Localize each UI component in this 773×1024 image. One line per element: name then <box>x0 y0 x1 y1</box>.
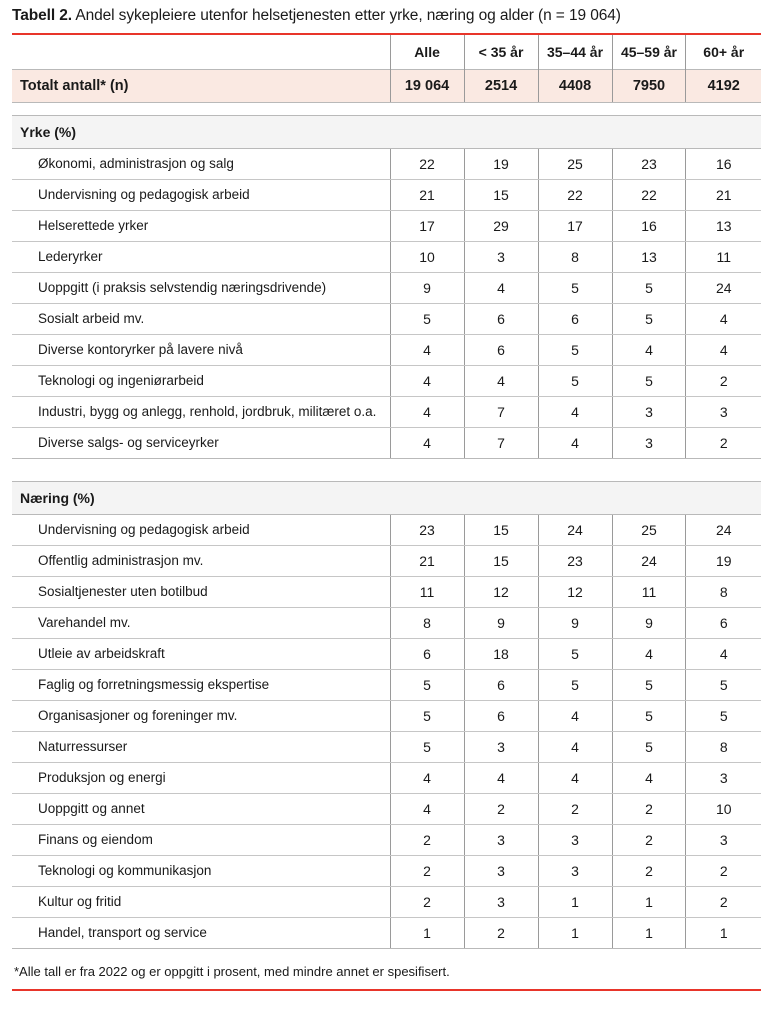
row-value: 1 <box>390 918 464 949</box>
row-value: 5 <box>390 670 464 701</box>
row-value: 4 <box>538 763 612 794</box>
row-value: 4 <box>612 639 686 670</box>
total-row-value: 4408 <box>538 70 612 103</box>
column-header-5: 60+ år <box>686 35 761 70</box>
row-value: 6 <box>464 701 538 732</box>
row-label: Organisasjoner og foreninger mv. <box>12 701 390 732</box>
caption-text: Andel sykepleiere utenfor helsetjenesten etter yrke, næring og alder (n = 19 064) <box>71 7 621 24</box>
section-header-row <box>12 482 761 515</box>
row-value: 15 <box>464 180 538 211</box>
table-row <box>12 304 761 335</box>
row-label: Utleie av arbeidskraft <box>12 639 390 670</box>
row-value: 21 <box>686 180 761 211</box>
row-value: 6 <box>390 639 464 670</box>
row-value: 3 <box>686 825 761 856</box>
row-value: 1 <box>538 918 612 949</box>
row-value: 6 <box>464 335 538 366</box>
row-value: 2 <box>686 856 761 887</box>
row-value: 5 <box>612 304 686 335</box>
row-value: 8 <box>538 242 612 273</box>
row-label: Produksjon og energi <box>12 763 390 794</box>
table-row <box>12 794 761 825</box>
caption-label: Tabell 2. <box>12 7 72 24</box>
row-value: 3 <box>538 856 612 887</box>
bottom-red-rule <box>12 989 761 991</box>
table-row <box>12 825 761 856</box>
row-value: 3 <box>464 887 538 918</box>
row-value: 12 <box>464 577 538 608</box>
row-label: Helserettede yrker <box>12 211 390 242</box>
total-row-value: 19 064 <box>390 70 464 103</box>
table-header-row <box>12 35 761 70</box>
row-value: 4 <box>390 366 464 397</box>
row-value: 21 <box>390 180 464 211</box>
row-value: 23 <box>612 149 686 180</box>
row-value: 2 <box>686 887 761 918</box>
row-value: 4 <box>538 397 612 428</box>
table-row <box>12 918 761 949</box>
row-value: 4 <box>612 763 686 794</box>
row-value: 5 <box>390 304 464 335</box>
row-value: 3 <box>464 825 538 856</box>
row-label: Naturressurser <box>12 732 390 763</box>
row-value: 5 <box>612 732 686 763</box>
row-label: Sosialt arbeid mv. <box>12 304 390 335</box>
row-value: 4 <box>612 335 686 366</box>
row-value: 19 <box>686 546 761 577</box>
table-row <box>12 856 761 887</box>
row-value: 9 <box>390 273 464 304</box>
row-value: 3 <box>686 763 761 794</box>
row-label: Uoppgitt og annet <box>12 794 390 825</box>
row-value: 13 <box>612 242 686 273</box>
row-value: 2 <box>612 794 686 825</box>
row-value: 9 <box>464 608 538 639</box>
row-value: 10 <box>390 242 464 273</box>
row-label: Teknologi og ingeniørarbeid <box>12 366 390 397</box>
row-value: 1 <box>612 918 686 949</box>
row-value: 5 <box>612 366 686 397</box>
total-row-label: Totalt antall* (n) <box>12 70 390 103</box>
row-value: 12 <box>538 577 612 608</box>
row-value: 18 <box>464 639 538 670</box>
row-label: Undervisning og pedagogisk arbeid <box>12 180 390 211</box>
row-label: Handel, transport og service <box>12 918 390 949</box>
row-label: Offentlig administrasjon mv. <box>12 546 390 577</box>
row-value: 15 <box>464 515 538 546</box>
row-value: 4 <box>464 763 538 794</box>
row-value: 9 <box>612 608 686 639</box>
row-label: Faglig og forretningsmessig ekspertise <box>12 670 390 701</box>
row-value: 3 <box>464 242 538 273</box>
row-label: Industri, bygg og anlegg, renhold, jordbruk, militæret o.a. <box>12 397 390 428</box>
row-value: 1 <box>538 887 612 918</box>
row-value: 2 <box>390 856 464 887</box>
row-value: 24 <box>686 515 761 546</box>
row-value: 23 <box>390 515 464 546</box>
table-row <box>12 149 761 180</box>
section-spacer <box>12 103 761 116</box>
table-row <box>12 670 761 701</box>
row-value: 2 <box>686 428 761 459</box>
row-value: 15 <box>464 546 538 577</box>
column-header-4: 45–59 år <box>612 35 686 70</box>
row-value: 17 <box>390 211 464 242</box>
row-value: 4 <box>538 701 612 732</box>
table-row <box>12 428 761 459</box>
row-value: 3 <box>464 856 538 887</box>
row-value: 5 <box>686 701 761 732</box>
row-value: 2 <box>612 856 686 887</box>
table-body <box>12 35 761 949</box>
row-value: 6 <box>538 304 612 335</box>
row-value: 24 <box>538 515 612 546</box>
total-row <box>12 70 761 103</box>
row-value: 5 <box>612 701 686 732</box>
row-value: 5 <box>612 670 686 701</box>
row-value: 17 <box>538 211 612 242</box>
row-value: 6 <box>464 670 538 701</box>
section-title: Yrke (%) <box>12 116 761 149</box>
row-value: 4 <box>390 428 464 459</box>
row-label: Sosialtjenester uten botilbud <box>12 577 390 608</box>
row-label: Varehandel mv. <box>12 608 390 639</box>
row-value: 4 <box>390 397 464 428</box>
column-header-2: < 35 år <box>464 35 538 70</box>
row-value: 6 <box>686 608 761 639</box>
row-value: 25 <box>538 149 612 180</box>
row-label: Lederyrker <box>12 242 390 273</box>
row-value: 4 <box>686 335 761 366</box>
table-row <box>12 763 761 794</box>
row-value: 29 <box>464 211 538 242</box>
total-row-value: 2514 <box>464 70 538 103</box>
row-value: 5 <box>686 670 761 701</box>
section-title: Næring (%) <box>12 482 761 515</box>
row-value: 2 <box>464 794 538 825</box>
table-row <box>12 397 761 428</box>
row-label: Diverse kontoryrker på lavere nivå <box>12 335 390 366</box>
row-value: 4 <box>390 794 464 825</box>
table-footnote: *Alle tall er fra 2022 og er oppgitt i prosent, med mindre annet er spesifisert. <box>14 964 450 979</box>
column-header-1: Alle <box>390 35 464 70</box>
row-value: 2 <box>686 366 761 397</box>
row-value: 19 <box>464 149 538 180</box>
section-header-row <box>12 116 761 149</box>
row-value: 3 <box>612 428 686 459</box>
table-row <box>12 608 761 639</box>
row-value: 9 <box>538 608 612 639</box>
total-row-value: 7950 <box>612 70 686 103</box>
row-value: 22 <box>612 180 686 211</box>
row-value: 2 <box>538 794 612 825</box>
table-row <box>12 701 761 732</box>
row-value: 21 <box>390 546 464 577</box>
data-table <box>12 35 761 949</box>
table-row <box>12 211 761 242</box>
table-row <box>12 732 761 763</box>
table-row <box>12 366 761 397</box>
row-value: 4 <box>538 428 612 459</box>
row-value: 10 <box>686 794 761 825</box>
row-value: 22 <box>538 180 612 211</box>
row-value: 23 <box>538 546 612 577</box>
row-value: 3 <box>686 397 761 428</box>
column-header-0 <box>12 35 390 70</box>
row-value: 7 <box>464 397 538 428</box>
table-row <box>12 546 761 577</box>
row-label: Uoppgitt (i praksis selvstendig næringsdrivende) <box>12 273 390 304</box>
row-value: 5 <box>538 366 612 397</box>
row-value: 24 <box>686 273 761 304</box>
table-row <box>12 639 761 670</box>
row-value: 2 <box>390 825 464 856</box>
row-value: 3 <box>612 397 686 428</box>
table-row <box>12 887 761 918</box>
row-value: 4 <box>686 304 761 335</box>
row-value: 4 <box>464 273 538 304</box>
row-label: Teknologi og kommunikasjon <box>12 856 390 887</box>
row-label: Diverse salgs- og serviceyrker <box>12 428 390 459</box>
column-header-3: 35–44 år <box>538 35 612 70</box>
row-value: 11 <box>390 577 464 608</box>
table-row <box>12 577 761 608</box>
row-value: 11 <box>686 242 761 273</box>
row-value: 4 <box>464 366 538 397</box>
row-value: 7 <box>464 428 538 459</box>
row-label: Kultur og fritid <box>12 887 390 918</box>
total-row-value: 4192 <box>686 70 761 103</box>
row-label: Økonomi, administrasjon og salg <box>12 149 390 180</box>
row-value: 5 <box>538 273 612 304</box>
row-value: 25 <box>612 515 686 546</box>
row-value: 4 <box>390 763 464 794</box>
row-value: 5 <box>538 335 612 366</box>
row-value: 4 <box>390 335 464 366</box>
row-value: 22 <box>390 149 464 180</box>
row-value: 3 <box>464 732 538 763</box>
row-value: 8 <box>686 732 761 763</box>
row-value: 13 <box>686 211 761 242</box>
row-value: 5 <box>538 670 612 701</box>
row-label: Finans og eiendom <box>12 825 390 856</box>
table-row <box>12 242 761 273</box>
row-value: 4 <box>686 639 761 670</box>
row-value: 5 <box>612 273 686 304</box>
row-value: 5 <box>390 701 464 732</box>
row-value: 8 <box>390 608 464 639</box>
row-value: 11 <box>612 577 686 608</box>
row-value: 3 <box>538 825 612 856</box>
table-row <box>12 515 761 546</box>
row-value: 2 <box>612 825 686 856</box>
table-row <box>12 335 761 366</box>
table-row <box>12 273 761 304</box>
row-label: Undervisning og pedagogisk arbeid <box>12 515 390 546</box>
row-value: 6 <box>464 304 538 335</box>
section-spacer <box>12 459 761 482</box>
row-value: 1 <box>612 887 686 918</box>
row-value: 16 <box>612 211 686 242</box>
row-value: 16 <box>686 149 761 180</box>
row-value: 1 <box>686 918 761 949</box>
row-value: 24 <box>612 546 686 577</box>
row-value: 5 <box>538 639 612 670</box>
row-value: 2 <box>464 918 538 949</box>
table-row <box>12 180 761 211</box>
table-caption <box>12 0 761 33</box>
row-value: 4 <box>538 732 612 763</box>
row-value: 2 <box>390 887 464 918</box>
row-value: 5 <box>390 732 464 763</box>
row-value: 8 <box>686 577 761 608</box>
